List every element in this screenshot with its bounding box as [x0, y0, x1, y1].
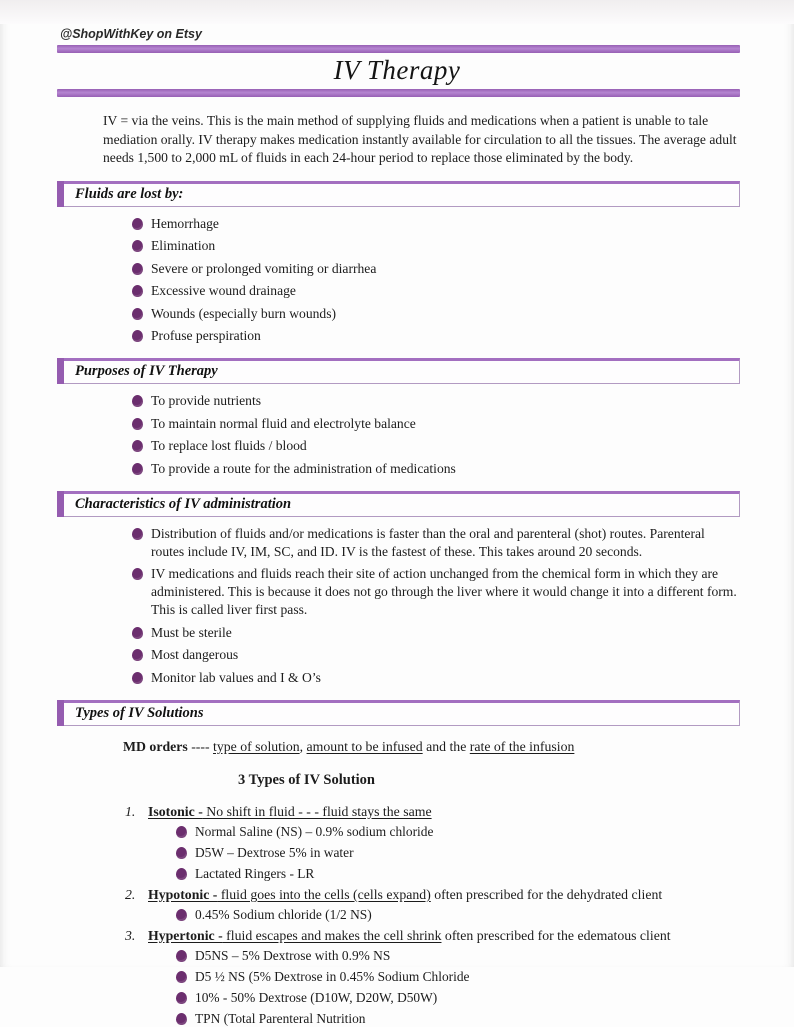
type-text — [148, 927, 671, 945]
bullet-icon — [176, 992, 187, 1004]
section-title: Fluids are lost by: — [75, 185, 184, 202]
type-heading-line — [125, 886, 737, 904]
list-item — [176, 968, 737, 986]
separator-text: , — [299, 738, 307, 754]
bullet-text: To maintain normal fluid and electrolyte balance — [151, 415, 416, 431]
characteristics-bullet-list — [132, 525, 737, 687]
section-title: Characteristics of IV administration — [75, 495, 292, 512]
etsy-watermark: @ShopWithKey on Etsy — [60, 27, 202, 41]
list-number: 3. — [125, 927, 136, 943]
bullet-text: Severe or prolonged vomiting or diarrhea — [151, 260, 377, 276]
intro-paragraph: IV = via the veins. This is the main method of supplying fluids and medications when a patient is unable to tale mediation orally. IV therapy makes medication instantly available for circulation to all the tissues. The average adult needs 1,500 to 2,000 mL of fluids in each 24-hour period to replace those eliminated by the body. — [103, 113, 737, 166]
section-header-fluids — [57, 181, 740, 207]
bullet-text: TPN (Total Parenteral Nutrition — [195, 1010, 366, 1026]
bullet-icon — [132, 463, 143, 475]
section-header-characteristics — [57, 491, 740, 517]
solution-type-isotonic — [125, 803, 737, 883]
bullet-text: Most dangerous — [151, 647, 239, 663]
list-item — [132, 237, 737, 255]
bullet-text: To provide a route for the administration of medications — [151, 460, 456, 476]
list-item — [132, 392, 737, 410]
isotonic-sublist — [176, 823, 737, 883]
md-orders-dashes: ---- — [187, 738, 214, 754]
bullet-icon — [132, 240, 143, 252]
section-title: Types of IV Solutions — [75, 704, 204, 721]
bullet-text: Excessive wound drainage — [151, 283, 296, 299]
separator-text: and the — [422, 738, 470, 754]
bullet-icon — [176, 847, 187, 859]
type-description: No shift in fluid - - - fluid stays the same — [202, 803, 432, 819]
list-item — [132, 327, 737, 345]
bullet-icon — [132, 528, 143, 540]
type-heading-line — [125, 803, 737, 821]
section-header-purposes — [57, 358, 740, 384]
bullet-text: Elimination — [151, 238, 216, 254]
type-heading-line — [125, 927, 737, 945]
bullet-icon — [176, 971, 187, 983]
bullet-icon — [132, 308, 143, 320]
divider-bar-bottom — [57, 89, 740, 97]
type-text — [148, 886, 662, 904]
type-name: Isotonic - — [148, 803, 203, 819]
bullet-icon — [176, 909, 187, 921]
list-item — [176, 989, 737, 1007]
list-item — [132, 415, 737, 433]
bullet-icon — [176, 868, 187, 880]
list-item — [176, 947, 737, 965]
bullet-icon — [176, 1013, 187, 1025]
bullet-text: Normal Saline (NS) – 0.9% sodium chloride — [195, 823, 434, 839]
list-item — [132, 460, 737, 478]
hypertonic-sublist — [176, 947, 737, 1027]
bullet-text: Wounds (especially burn wounds) — [151, 305, 337, 321]
list-item — [132, 305, 737, 323]
bullet-icon — [176, 950, 187, 962]
bullet-icon — [132, 672, 143, 684]
list-item — [176, 823, 737, 841]
list-item — [132, 282, 737, 300]
underlined-phrase: type of solution — [213, 738, 300, 754]
bullet-text: 0.45% Sodium chloride (1/2 NS) — [195, 906, 372, 922]
list-item — [176, 906, 737, 924]
list-item — [176, 844, 737, 862]
hypotonic-sublist — [176, 906, 737, 924]
type-note: often prescribed for the edematous client — [441, 927, 671, 943]
list-item — [132, 437, 737, 455]
photo-edge-top — [0, 0, 794, 24]
bullet-text: D5W – Dextrose 5% in water — [195, 844, 354, 860]
bullet-text: Distribution of fluids and/or medications is faster than the oral and parenteral (shot) routes. Parenteral routes include IV, IM, SC, and ID. IV is the fastest of these. This takes around 20 seconds. — [151, 525, 705, 559]
bullet-text: Lactated Ringers - LR — [195, 865, 315, 881]
bullet-text: 10% - 50% Dextrose (D10W, D20W, D50W) — [195, 989, 438, 1005]
fluids-bullet-list — [132, 215, 737, 346]
bullet-text: IV medications and fluids reach their site of action unchanged from the chemical form in which they are administered. This is because it does not go through the liver where it would change it into a different form. This is called liver first pass. — [151, 566, 737, 618]
list-item — [132, 215, 737, 233]
bullet-text: To replace lost fluids / blood — [151, 438, 307, 454]
bullet-text: To provide nutrients — [151, 393, 262, 409]
type-name: Hypotonic - — [148, 886, 218, 902]
type-name: Hypertonic - — [148, 927, 223, 943]
bullet-text: D5NS – 5% Dextrose with 0.9% NS — [195, 947, 391, 963]
md-orders-line — [123, 739, 737, 755]
bullet-icon — [176, 826, 187, 838]
solution-types-list — [125, 803, 737, 1027]
list-item — [176, 1010, 737, 1027]
section-header-types — [57, 700, 740, 726]
solutions-subtitle: 3 Types of IV Solution — [238, 771, 375, 788]
solution-type-hypertonic — [125, 927, 737, 1027]
divider-bar-top — [57, 45, 740, 53]
type-note: often prescribed for the dehydrated client — [430, 886, 663, 902]
list-item — [132, 669, 737, 687]
underlined-phrase: rate of the infusion — [469, 738, 575, 754]
bullet-icon — [132, 263, 143, 275]
list-item — [132, 646, 737, 664]
section-title: Purposes of IV Therapy — [75, 363, 218, 380]
bullet-icon — [132, 395, 143, 407]
bullet-text: Profuse perspiration — [151, 328, 261, 344]
md-orders-label: MD orders — [123, 738, 188, 754]
list-number: 2. — [125, 886, 136, 902]
list-item — [176, 865, 737, 883]
bullet-icon — [132, 285, 143, 297]
bullet-icon — [132, 649, 143, 661]
bullet-icon — [132, 418, 143, 430]
bullet-text: D5 ½ NS (5% Dextrose in 0.45% Sodium Chloride — [195, 968, 470, 984]
type-description: fluid goes into the cells (cells expand) — [217, 886, 431, 902]
bullet-icon — [132, 568, 143, 580]
bullet-icon — [132, 218, 143, 230]
bullet-icon — [132, 440, 143, 452]
solution-type-hypotonic — [125, 886, 737, 924]
list-number: 1. — [125, 803, 136, 819]
list-item — [132, 525, 737, 561]
bullet-text: Monitor lab values and I & O’s — [151, 669, 321, 685]
purposes-bullet-list — [132, 392, 737, 478]
bullet-text: Must be sterile — [151, 624, 232, 640]
type-text — [148, 803, 432, 821]
list-item — [132, 565, 737, 619]
type-description: fluid escapes and makes the cell shrink — [222, 927, 442, 943]
list-item — [132, 624, 737, 642]
bullet-text: Hemorrhage — [151, 215, 219, 231]
page-title: IV Therapy — [333, 55, 461, 85]
bullet-icon — [132, 330, 143, 342]
bullet-icon — [132, 627, 143, 639]
list-item — [132, 260, 737, 278]
underlined-phrase: amount to be infused — [306, 738, 423, 754]
